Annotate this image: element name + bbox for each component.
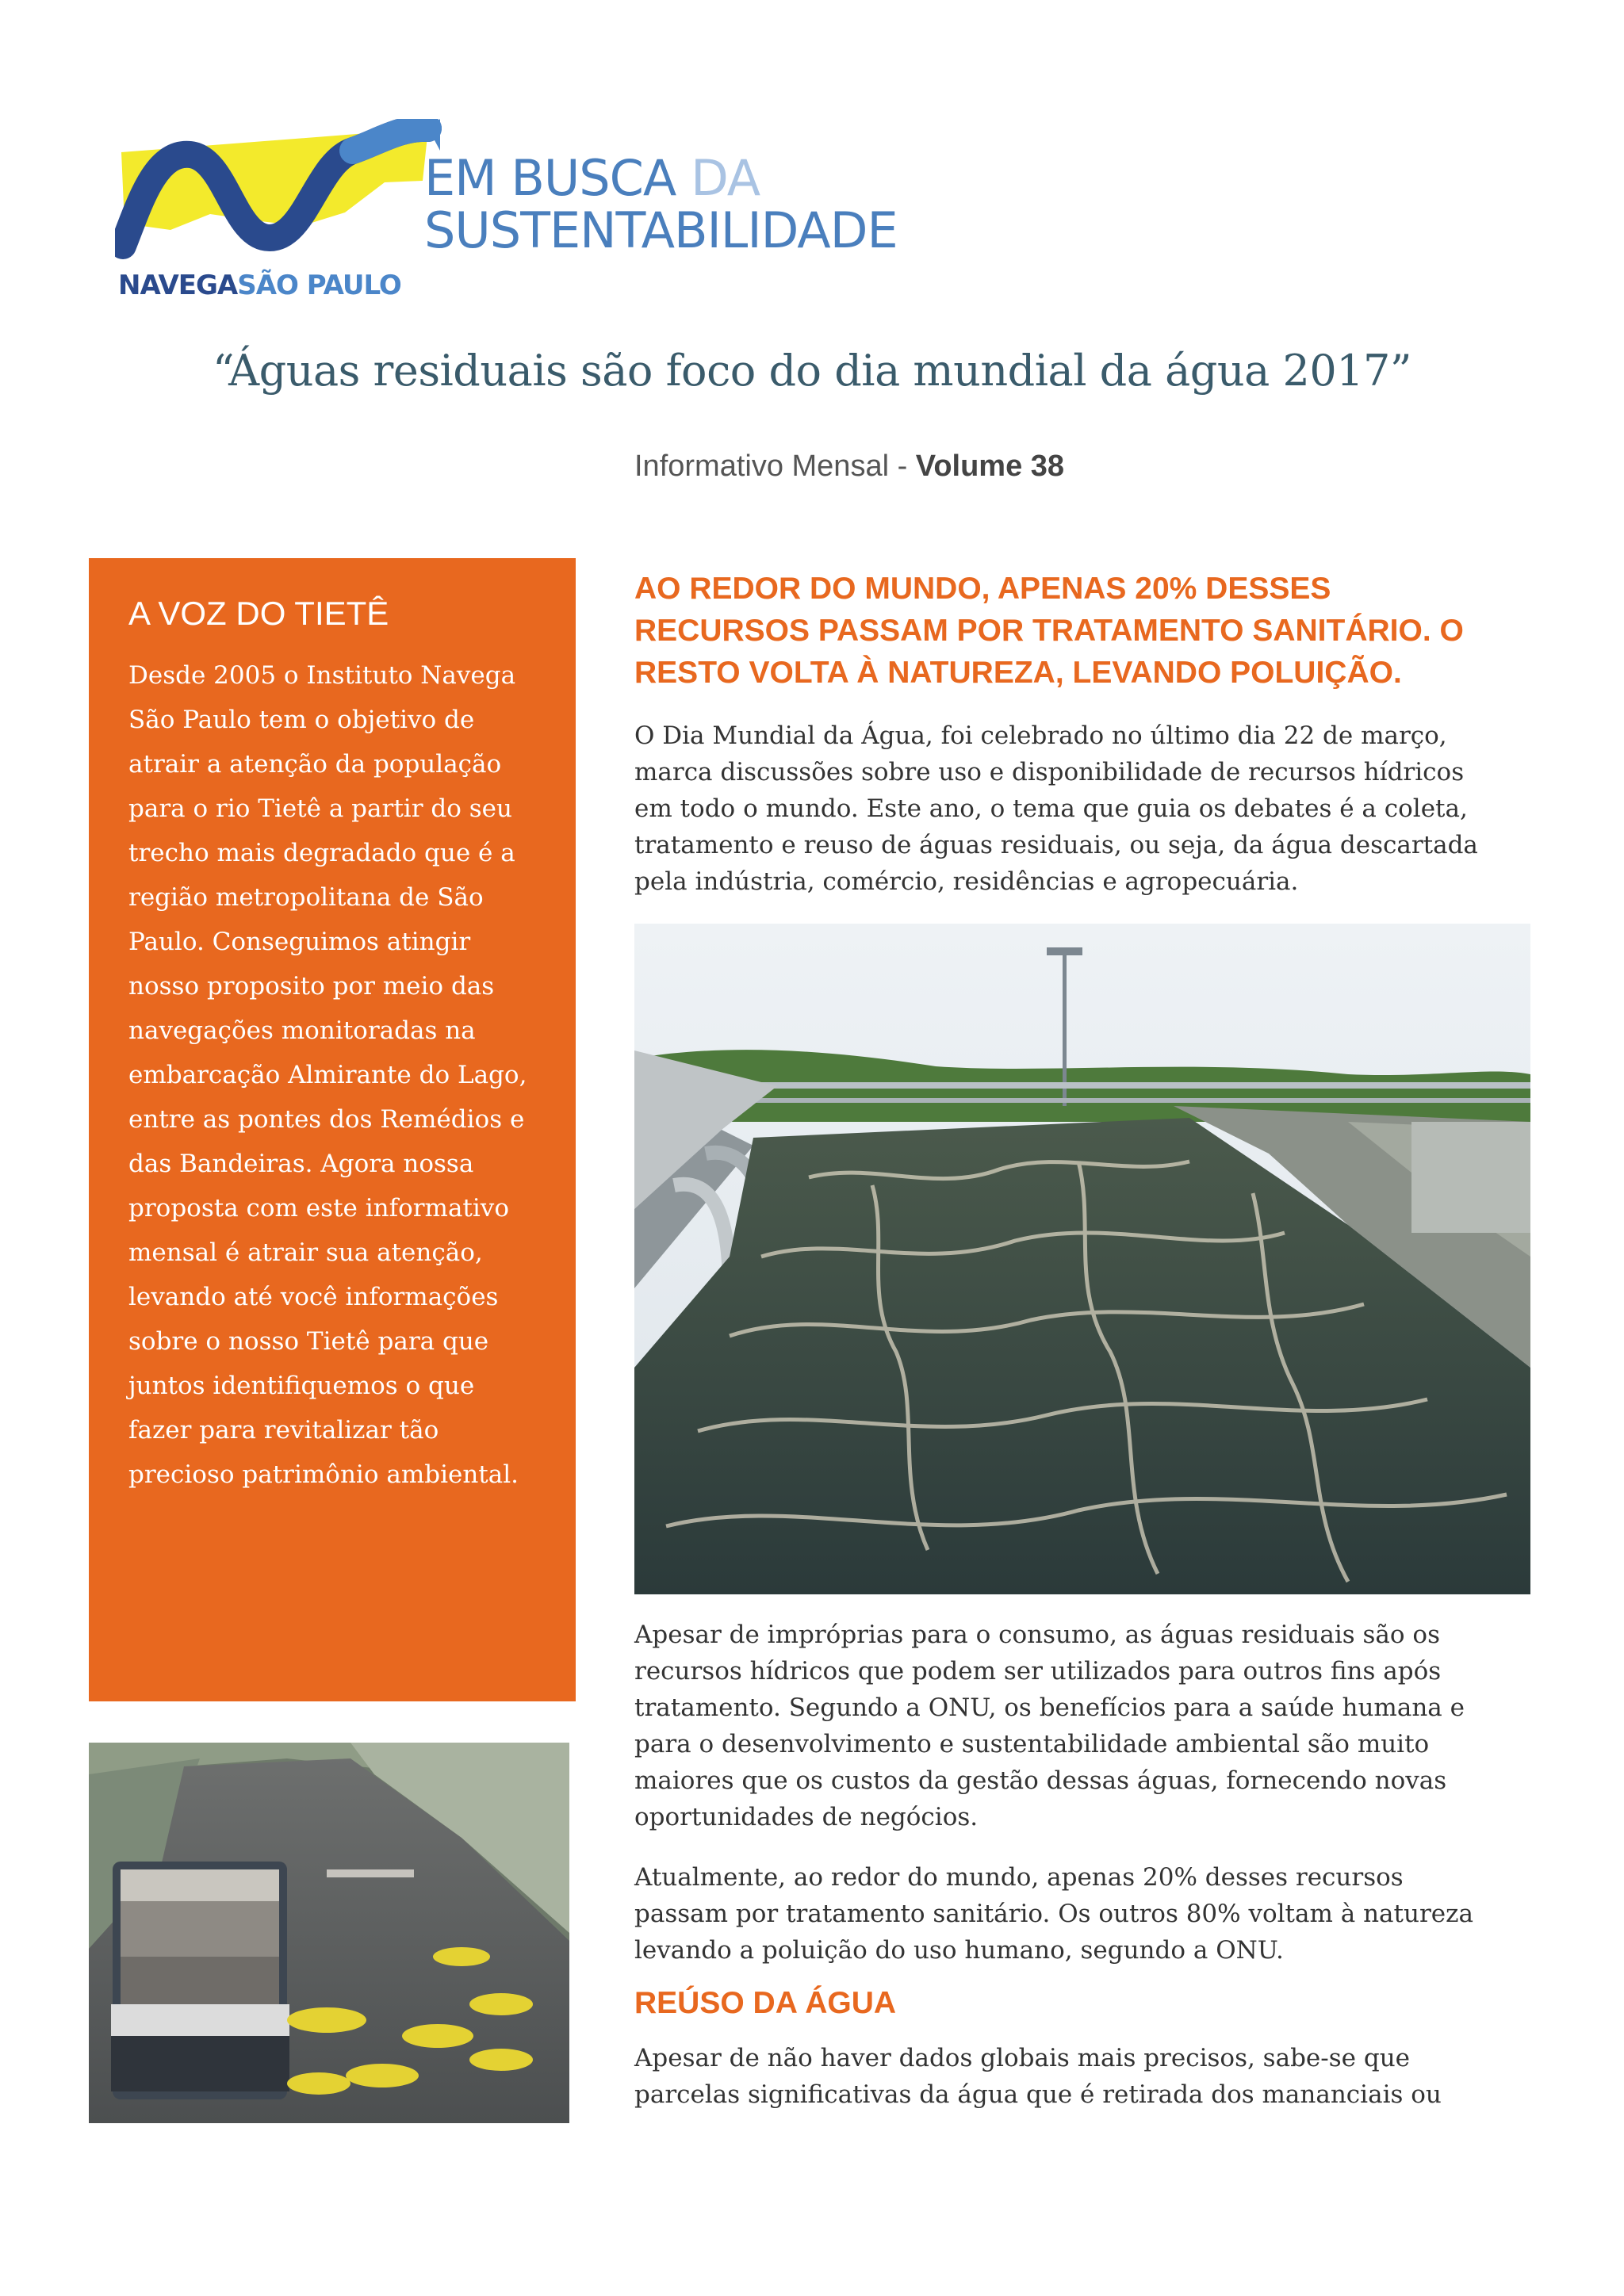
paragraph-line: Apesar de impróprias para o consumo, as águas residuais são os xyxy=(634,1621,1440,1649)
lead-line: AO REDOR DO MUNDO, APENAS 20% DESSES xyxy=(634,572,1331,606)
navega-sao-paulo-logo xyxy=(115,119,908,309)
lead-heading xyxy=(634,568,1538,694)
paragraph-line: maiores que os custos da gestão dessas águas, fornecendo novas xyxy=(634,1766,1447,1795)
sidebar-line: proposta com este informativo xyxy=(128,1194,509,1223)
paragraph-line: O Dia Mundial da Água, foi celebrado no último dia 22 de março, xyxy=(634,721,1447,750)
paragraph-line: tratamento. Segundo a ONU, os benefícios para a saúde humana e xyxy=(634,1693,1465,1722)
sidebar-text xyxy=(128,653,536,1497)
lead-line: RESTO VOLTA À NATUREZA, LEVANDO POLUIÇÃO. xyxy=(634,656,1402,690)
sidebar-line: nosso proposito por meio das xyxy=(128,972,495,1001)
issue-volume: Volume 38 xyxy=(915,450,1065,483)
sidebar-line: São Paulo tem o objetivo de xyxy=(128,706,475,734)
logo-sub-right: SÃO PAULO xyxy=(237,270,401,301)
issue-title: Informativo Mensal xyxy=(634,450,890,483)
paragraph-4 xyxy=(634,2040,1538,2113)
sidebar-line: atrair a atenção da população xyxy=(128,750,502,779)
sidebar-line: mensal é atrair sua atenção, xyxy=(128,1238,483,1267)
issue-label xyxy=(634,450,1064,484)
paragraph-line: parcelas significativas da água que é retirada dos mananciais ou xyxy=(634,2080,1442,2109)
sidebar-line: trecho mais degradado que é a xyxy=(128,839,515,867)
paragraph-1 xyxy=(634,718,1538,900)
sidebar-line: para o rio Tietê a partir do seu xyxy=(128,794,512,823)
sidebar-line: Desde 2005 o Instituto Navega xyxy=(128,661,516,690)
issue-separator: - xyxy=(889,450,916,483)
logo-wordmark xyxy=(424,149,898,259)
paragraph-line: recursos hídricos que podem ser utilizados para outros fins após xyxy=(634,1657,1442,1686)
paragraph-line: tratamento e reuso de águas residuais, ou seja, da água descartada xyxy=(634,831,1478,859)
section-title-reuso: REÚSO DA ÁGUA xyxy=(634,1986,897,2020)
paragraph-line: pela indústria, comércio, residências e agropecuária. xyxy=(634,867,1299,896)
sidebar-line: embarcação Almirante do Lago, xyxy=(128,1061,527,1089)
lead-line: RECURSOS PASSAM POR TRATAMENTO SANITÁRIO. O xyxy=(634,614,1464,648)
logo-wordmark-line1 xyxy=(424,149,898,207)
main-column xyxy=(634,568,1538,2113)
paragraph-line: Apesar de não haver dados globais mais precisos, sabe-se que xyxy=(634,2044,1410,2072)
sidebar-box xyxy=(89,558,576,1701)
paragraph-line: para o desenvolvimento e sustentabilidade ambiental são muito xyxy=(634,1730,1430,1758)
paragraph-line: oportunidades de negócios. xyxy=(634,1803,979,1831)
sidebar-line: das Bandeiras. Agora nossa xyxy=(128,1150,474,1178)
logo-sub-left: NAVEGA xyxy=(118,270,238,301)
paragraph-line: levando a poluição do uso humano, segundo a ONU. xyxy=(634,1936,1284,1965)
river-boat-photo xyxy=(89,1743,569,2123)
logo-title-light: DA xyxy=(691,149,760,207)
logo-subtitle xyxy=(118,270,401,301)
logo-wordmark-line2: SUSTENTABILIDADE xyxy=(424,201,898,259)
sidebar-line: levando até você informações xyxy=(128,1283,499,1311)
paragraph-3 xyxy=(634,1859,1538,1969)
wave-logo-icon xyxy=(115,119,448,262)
sidebar-line: sobre o nosso Tietê para que xyxy=(128,1327,489,1356)
sidebar-line: juntos identifiquemos o que xyxy=(128,1372,475,1400)
logo-title-dark: EM BUSCA xyxy=(424,149,676,207)
sidebar-line: precioso patrimônio ambiental. xyxy=(128,1460,519,1489)
sidebar-line: fazer para revitalizar tão xyxy=(128,1416,439,1445)
sidebar-line: navegações monitoradas na xyxy=(128,1016,476,1045)
page-headline: “Águas residuais são foco do dia mundial da água 2017” xyxy=(212,346,1412,396)
sidebar-line: região metropolitana de São xyxy=(128,883,484,912)
paragraph-line: marca discussões sobre uso e disponibilidade de recursos hídricos xyxy=(634,758,1465,786)
sidebar-line: entre as pontes dos Remédios e xyxy=(128,1105,525,1134)
sidebar-title: A VOZ DO TIETÊ xyxy=(128,595,389,632)
paragraph-2 xyxy=(634,1617,1538,1835)
wastewater-treatment-photo xyxy=(634,924,1530,1594)
paragraph-line: Atualmente, ao redor do mundo, apenas 20% desses recursos xyxy=(634,1863,1404,1892)
sidebar-line: Paulo. Conseguimos atingir xyxy=(128,928,471,956)
paragraph-line: em todo o mundo. Este ano, o tema que guia os debates é a coleta, xyxy=(634,794,1468,823)
paragraph-line: passam por tratamento sanitário. Os outros 80% voltam à natureza xyxy=(634,1900,1473,1928)
